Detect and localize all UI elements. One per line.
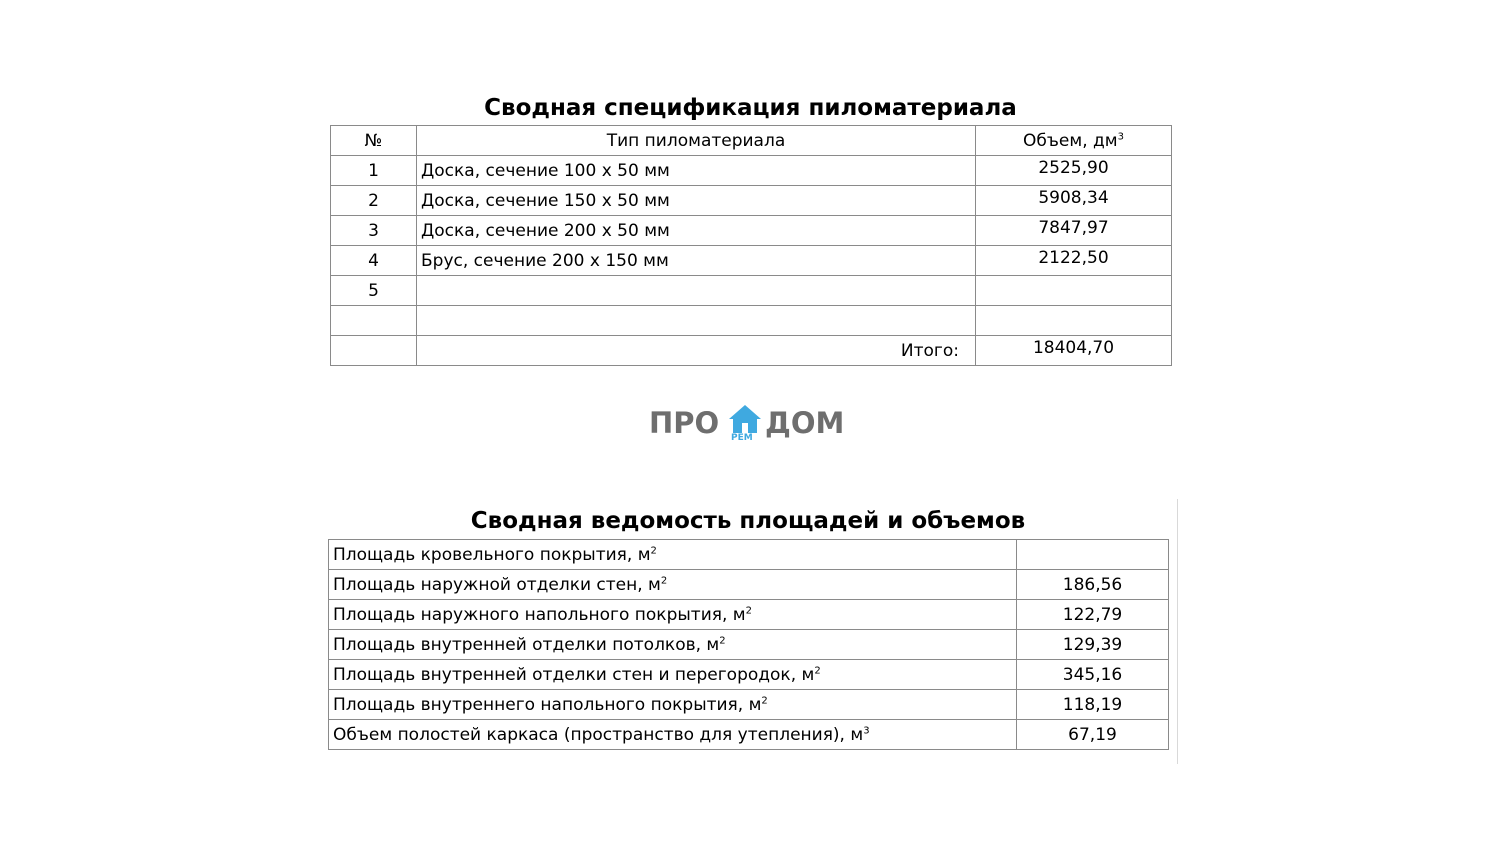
row-volume — [976, 186, 1172, 216]
table-row — [329, 600, 1169, 630]
row-value: 67,19 — [1017, 720, 1169, 750]
house-icon — [728, 404, 762, 434]
row-volume-value: 2525,90 — [1038, 157, 1109, 178]
row-unit-sup: 2 — [660, 574, 668, 586]
row-label-cell — [329, 660, 1017, 690]
row-label-cell — [329, 600, 1017, 630]
table-row — [331, 156, 1172, 186]
header-type: Тип пиломатериала — [417, 126, 976, 156]
row-volume-value: 2122,50 — [1038, 247, 1109, 268]
row-volume — [976, 246, 1172, 276]
row-type: Доска, сечение 100 х 50 мм — [417, 156, 976, 186]
row-type: Брус, сечение 200 х 150 мм — [417, 246, 976, 276]
table-row — [331, 306, 1172, 336]
row-label: Площадь внутренней отделки стен и перегородок, м — [333, 664, 815, 685]
logo-text-left: ПРО — [649, 406, 720, 440]
lumber-spec-title: Сводная спецификация пиломатериала — [484, 95, 1017, 121]
row-value: 186,56 — [1017, 570, 1169, 600]
row-num: 4 — [331, 246, 417, 276]
row-label-cell — [329, 720, 1017, 750]
table-row — [329, 660, 1169, 690]
table-row — [329, 540, 1169, 570]
table-row — [331, 186, 1172, 216]
total-row — [331, 336, 1172, 366]
row-type: Доска, сечение 200 х 50 мм — [417, 216, 976, 246]
row-label: Площадь кровельного покрытия, м — [333, 544, 651, 565]
table-row — [331, 246, 1172, 276]
prorem-dom-logo — [648, 402, 852, 448]
row-label-cell — [329, 690, 1017, 720]
row-type — [417, 306, 976, 336]
row-label: Площадь внутренней отделки потолков, м — [333, 634, 720, 655]
row-num: 5 — [331, 276, 417, 306]
row-unit-sup: 2 — [719, 634, 726, 646]
row-num: 3 — [331, 216, 417, 246]
table-row — [329, 720, 1169, 750]
row-unit-sup: 2 — [761, 694, 768, 706]
row-volume-value: 7847,97 — [1038, 217, 1109, 238]
table-row — [331, 216, 1172, 246]
row-label-cell — [329, 570, 1017, 600]
table-row — [329, 630, 1169, 660]
row-volume — [976, 156, 1172, 186]
total-label: Итого: — [417, 336, 976, 366]
table-header-row — [331, 126, 1172, 156]
row-num — [331, 306, 417, 336]
area-summary-table — [328, 539, 1169, 750]
row-type — [417, 276, 976, 306]
total-empty-cell — [331, 336, 417, 366]
header-volume-label: Объем, дм — [1023, 130, 1118, 151]
row-unit-sup: 2 — [745, 604, 752, 616]
row-label-cell — [329, 630, 1017, 660]
header-num: № — [331, 126, 417, 156]
row-label: Площадь наружной отделки стен, м — [333, 574, 661, 595]
header-volume-unit-sup: 3 — [1117, 130, 1124, 142]
logo-text-right: ДОМ — [765, 406, 845, 440]
area-summary-title: Сводная ведомость площадей и объемов — [470, 508, 1026, 534]
row-value: 122,79 — [1017, 600, 1169, 630]
table-row — [331, 276, 1172, 306]
row-volume — [976, 276, 1172, 306]
row-type: Доска, сечение 150 х 50 мм — [417, 186, 976, 216]
row-unit-sup: 2 — [814, 664, 821, 676]
row-num: 1 — [331, 156, 417, 186]
row-value: 118,19 — [1017, 690, 1169, 720]
row-label: Площадь внутреннего напольного покрытия, м — [333, 694, 762, 715]
row-unit-sup: 2 — [650, 544, 657, 556]
row-unit-sup: 3 — [863, 724, 870, 736]
table-row — [329, 690, 1169, 720]
row-value: 129,39 — [1017, 630, 1169, 660]
row-value — [1017, 540, 1169, 570]
row-volume — [976, 216, 1172, 246]
total-volume-value: 18404,70 — [1032, 337, 1115, 358]
row-volume — [976, 306, 1172, 336]
row-value: 345,16 — [1017, 660, 1169, 690]
logo-text-small: РЕМ — [731, 433, 753, 443]
page-divider-line — [1177, 499, 1178, 764]
lumber-spec-table — [330, 125, 1172, 366]
header-volume — [976, 126, 1172, 156]
row-label: Объем полостей каркаса (пространство для утепления), м — [333, 724, 864, 745]
row-label: Площадь наружного напольного покрытия, м — [333, 604, 746, 625]
row-label-cell — [329, 540, 1017, 570]
row-num: 2 — [331, 186, 417, 216]
row-volume-value: 5908,34 — [1038, 187, 1109, 208]
table-row — [329, 570, 1169, 600]
total-volume — [976, 336, 1172, 366]
